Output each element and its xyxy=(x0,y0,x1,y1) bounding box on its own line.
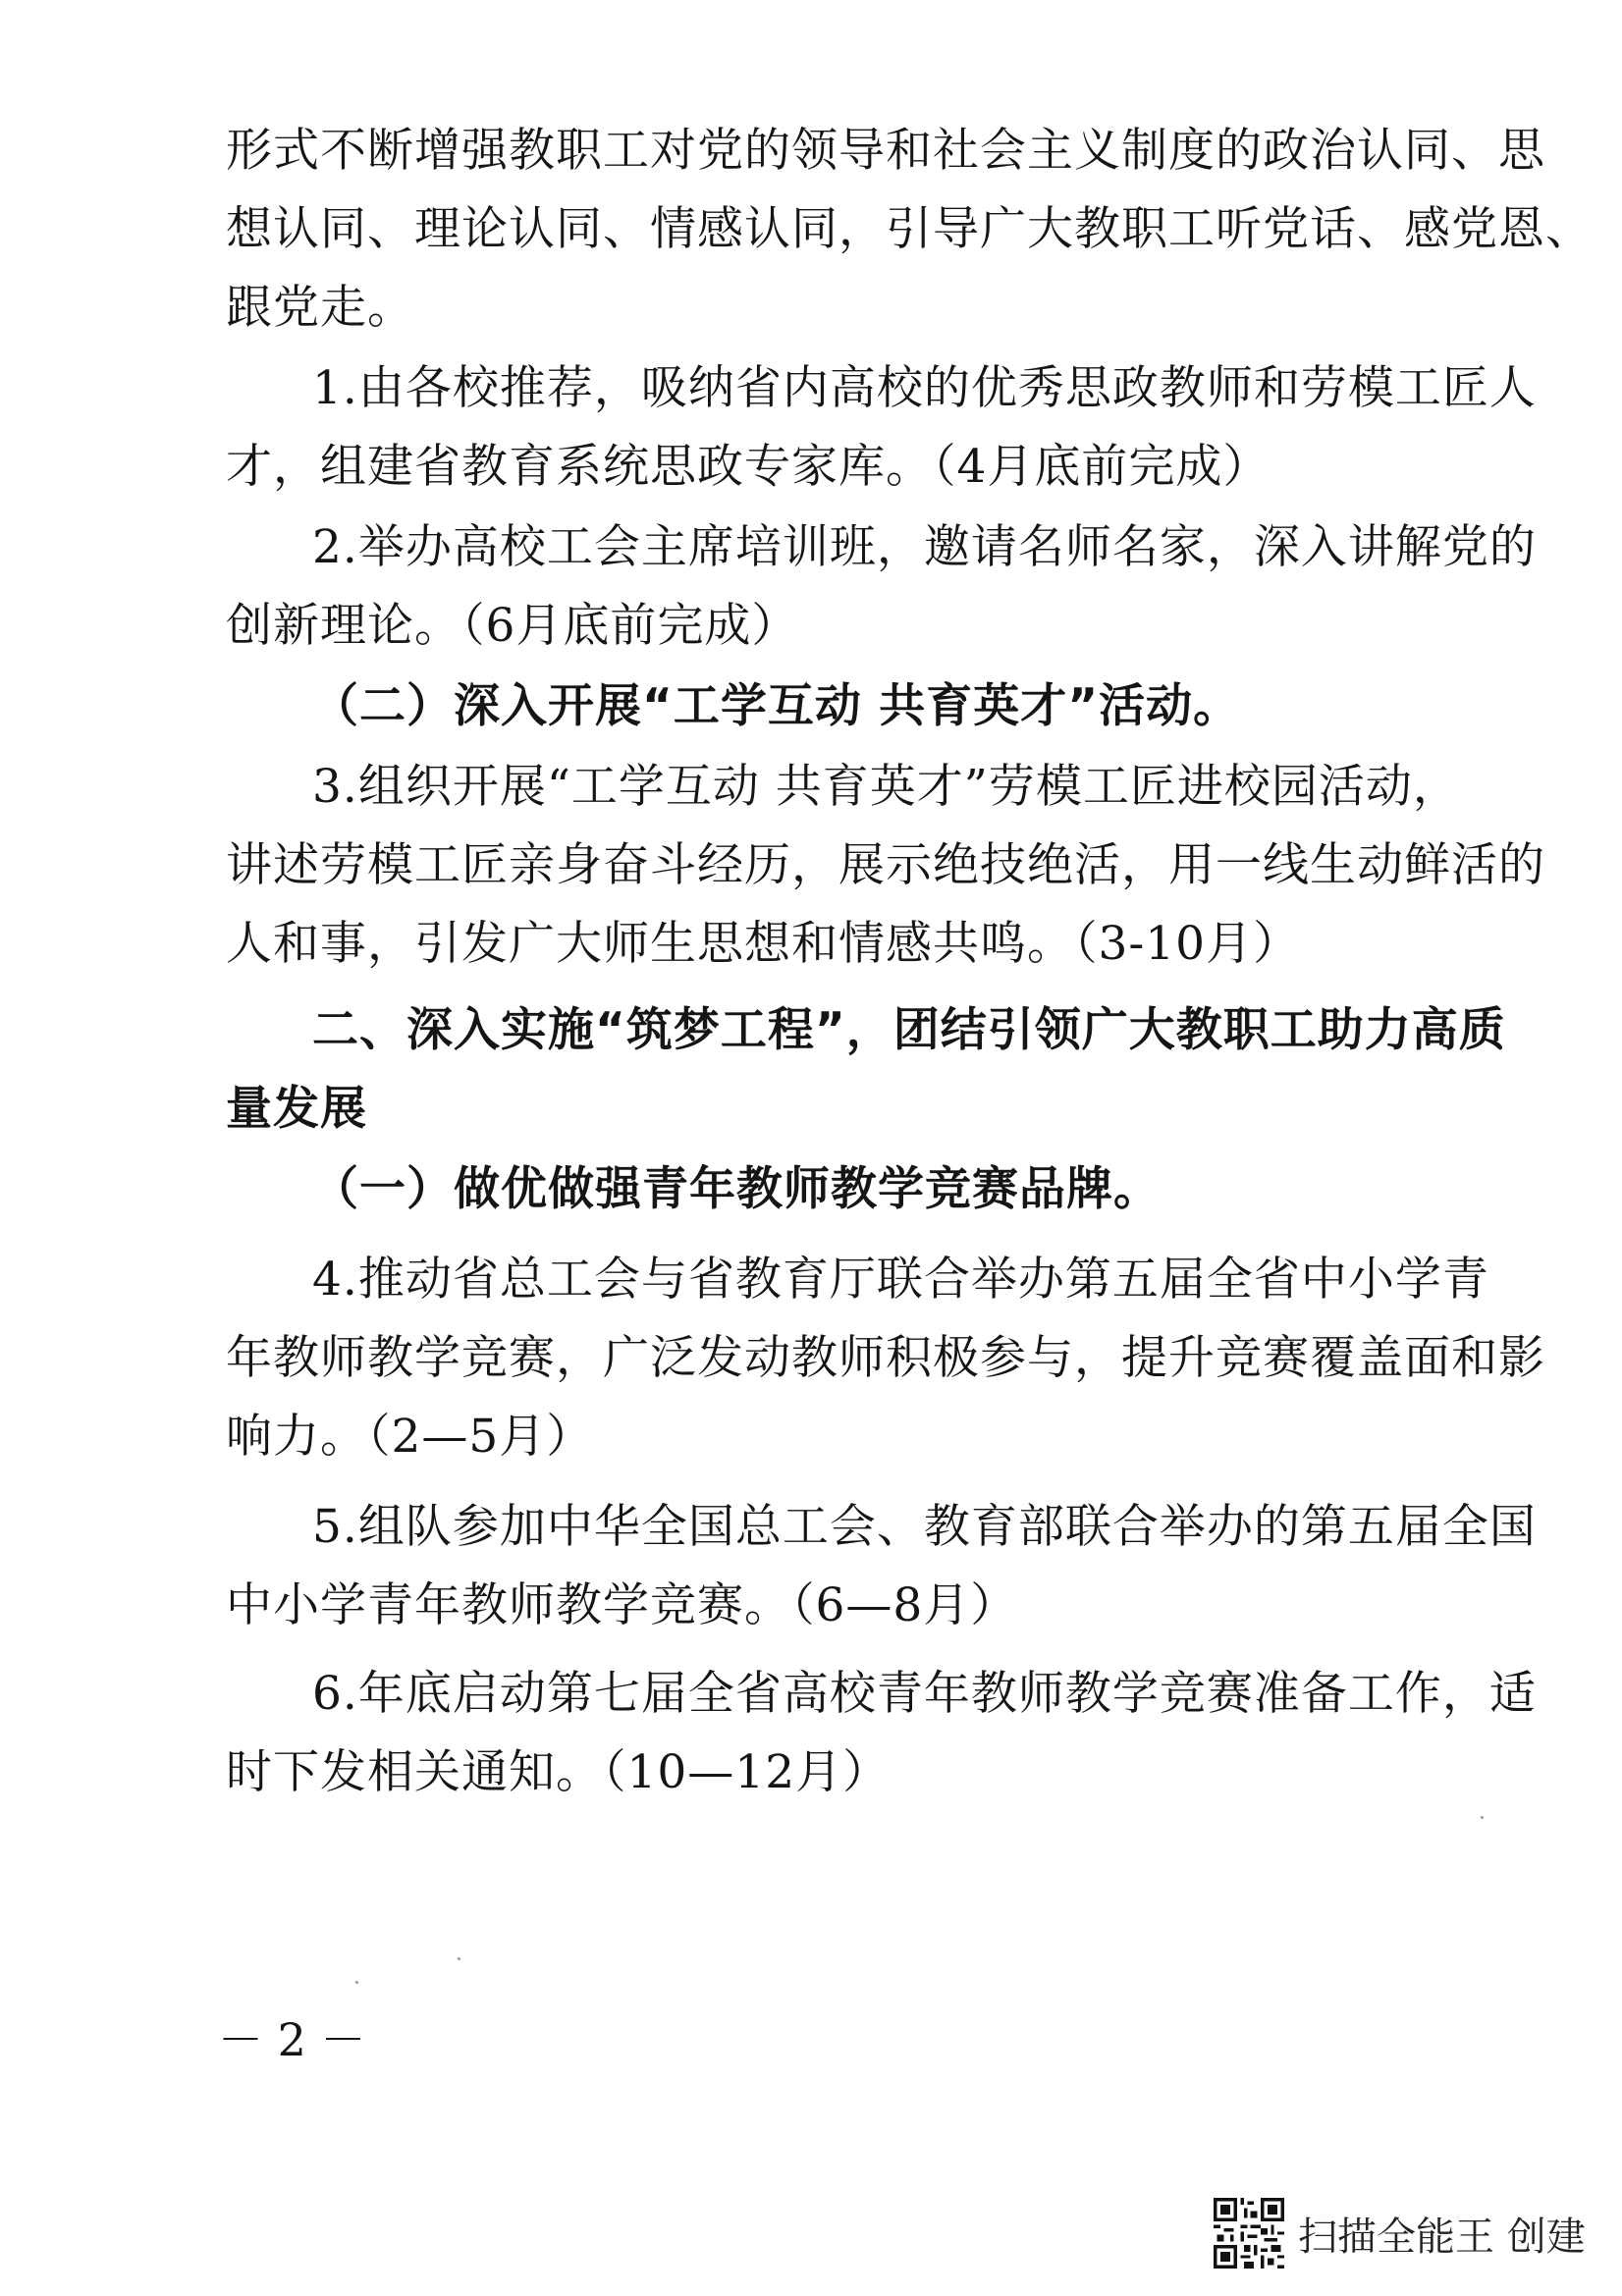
body-line: 形式不断增强教职工对党的领导和社会主义制度的政治认同、思 xyxy=(226,124,1545,178)
list-item-4-line: 响力。（2—5月） xyxy=(226,1410,594,1464)
section-subheading: （二）深入开展“工学互动 共育英才”活动。 xyxy=(312,679,1241,733)
list-item-3-line: 人和事，引发广大师生思想和情感共鸣。（3-10月） xyxy=(226,917,1301,971)
list-item-4-line: 4.推动省总工会与省教育厅联合举办第五届全省中小学青 xyxy=(312,1253,1489,1307)
watermark-text: 扫描全能王 创建 xyxy=(1298,2214,1586,2260)
list-item-1-line: 1.由各校推荐，吸纳省内高校的优秀思政教师和劳模工匠人 xyxy=(312,361,1537,415)
page-number: － 2 － xyxy=(218,2013,366,2066)
scan-speck xyxy=(1481,1816,1484,1819)
list-item-4-line: 年教师教学竞赛，广泛发动教师积极参与，提升竞赛覆盖面和影 xyxy=(226,1331,1545,1385)
list-item-6-line: 时下发相关通知。（10—12月） xyxy=(226,1745,891,1799)
list-item-3-line: 3.组织开展“工学互动 共育英才”劳模工匠进校园活动， xyxy=(312,760,1460,814)
list-item-2-line: 创新理论。（6月底前完成） xyxy=(226,599,799,653)
list-item-5-line: 中小学青年教师教学竞赛。（6—8月） xyxy=(226,1578,1018,1632)
body-line: 想认同、理论认同、情感认同，引导广大教职工听党话、感党恩、 xyxy=(226,202,1593,256)
list-item-6-line: 6.年底启动第七届全省高校青年教师教学竞赛准备工作，适 xyxy=(312,1667,1537,1721)
list-item-5-line: 5.组队参加中华全国总工会、教育部联合举办的第五届全国 xyxy=(312,1500,1537,1554)
list-item-3-line: 讲述劳模工匠亲身奋斗经历，展示绝技绝活，用一线生动鲜活的 xyxy=(226,838,1545,892)
scan-speck xyxy=(355,1981,358,1984)
body-line: 跟党走。 xyxy=(226,281,414,335)
section-heading: 二、深入实施“筑梦工程”，团结引领广大教职工助力高质 xyxy=(312,1003,1506,1057)
qr-code-icon xyxy=(1214,2198,1284,2269)
scan-speck xyxy=(458,1957,460,1960)
section-subheading: （一）做优做强青年教师教学竞赛品牌。 xyxy=(312,1162,1161,1216)
section-heading: 量发展 xyxy=(226,1082,367,1136)
list-item-1-line: 才，组建省教育系统思政专家库。（4月底前完成） xyxy=(226,440,1271,494)
scanner-watermark xyxy=(1214,2194,1586,2272)
list-item-2-line: 2.举办高校工会主席培训班，邀请名师名家，深入讲解党的 xyxy=(312,520,1537,574)
